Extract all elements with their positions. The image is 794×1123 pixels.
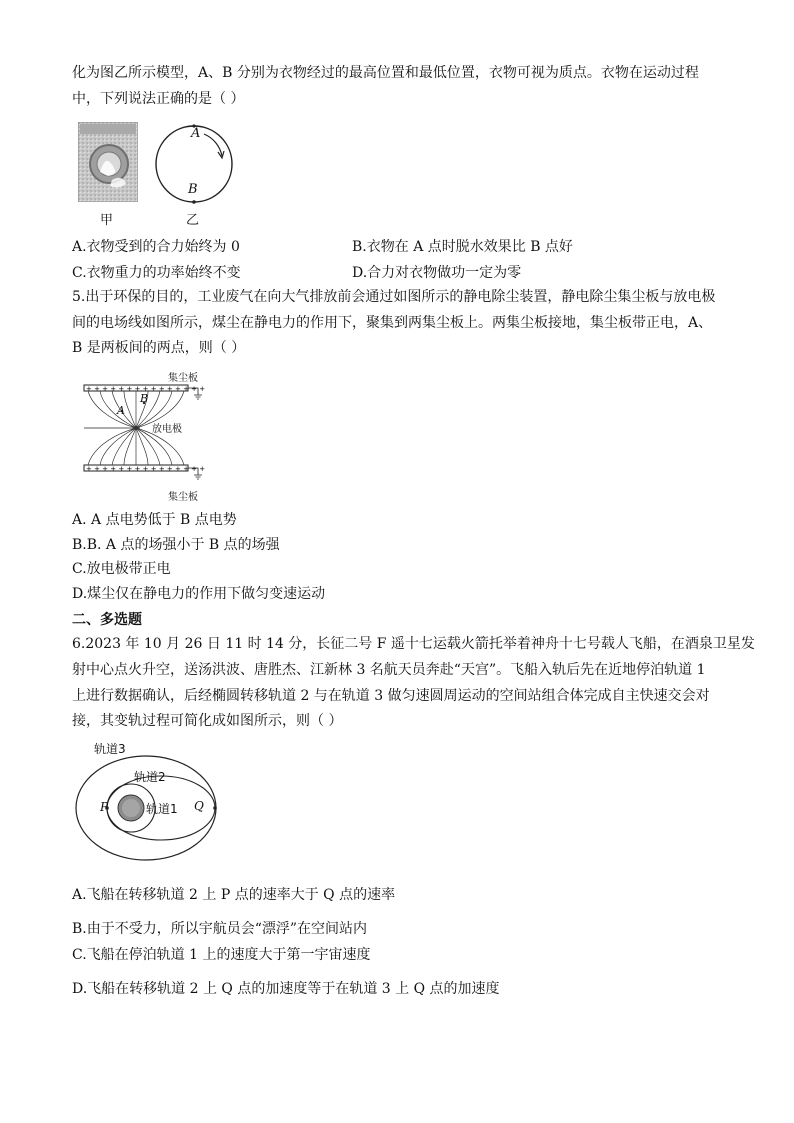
q4-option-a[interactable]: A.衣物受到的合力始终为 0	[72, 239, 240, 255]
svg-text:+ + + + + + + + + + + + + + +: + + + + + + + + + + + + + + +	[86, 385, 206, 393]
q4-option-c[interactable]: C.衣物重力的功率始终不变	[72, 265, 241, 281]
label-top-collector-plate: 集尘板	[168, 373, 198, 384]
q6-option-a[interactable]: A.飞船在转移轨道 2 上 P 点的速率大于 Q 点的速率	[72, 887, 396, 903]
label-point-a: A	[117, 404, 125, 417]
q6-stem-line-3: 上进行数据确认，后经椭圆转移轨道 2 与在轨道 3 做匀速圆周运动的空间站组合体完成自主快速交会对	[72, 688, 710, 704]
svg-text:+ + + + + + + + + + + + + + +: + + + + + + + + + + + + + + +	[86, 465, 206, 473]
q5-option-d[interactable]: D.煤尘仅在静电力的作用下做匀变速运动	[72, 586, 326, 602]
label-orbit-3: 轨道3	[94, 742, 126, 756]
rotation-arrow	[204, 134, 222, 156]
section-title-multiple-choice: 二、多选题	[72, 612, 142, 628]
label-orbit-1: 轨道1	[146, 802, 178, 816]
label-a: A	[191, 126, 201, 141]
q6-option-b[interactable]: B.由于不受力，所以宇航员会“漂浮”在空间站内	[72, 921, 368, 937]
figure-label-yi: 乙	[186, 213, 200, 228]
q5-option-c[interactable]: C.放电极带正电	[72, 561, 171, 577]
q5-option-a[interactable]: A. A 点电势低于 B 点电势	[72, 512, 237, 528]
q4-stem-line-2: 中，下列说法正确的是（ ）	[72, 91, 245, 107]
label-point-p: P	[100, 800, 109, 814]
label-orbit-2: 轨道2	[134, 770, 166, 784]
label-point-q: Q	[194, 799, 204, 813]
q6-option-c[interactable]: C.飞船在停泊轨道 1 上的速度大于第一宇宙速度	[72, 947, 371, 963]
q4-option-b[interactable]: B.衣物在 A 点时脱水效果比 B 点好	[352, 239, 573, 255]
q4-option-d[interactable]: D.合力对衣物做功一定为零	[352, 265, 522, 281]
q5-stem-line-2: 间的电场线如图所示，煤尘在静电力的作用下，聚集到两集尘板上。两集尘板接地，集尘板带正电，A、	[72, 315, 713, 331]
label-point-b: B	[140, 392, 149, 405]
washing-machine-photo	[78, 122, 138, 202]
q6-stem-line-1: 6.2023 年 10 月 26 日 11 时 14 分，长征二号 F 遥十七运载火箭托举着神舟十七号载人飞船，在酒泉卫星发	[72, 636, 755, 652]
q5-stem-line-1: 5.出于环保的目的，工业废气在向大气排放前会通过如图所示的静电除尘装置，静电除尘集尘板与放电极	[72, 289, 716, 305]
electrostatic-precipitator-diagram	[78, 365, 218, 503]
point-b	[192, 200, 196, 204]
q6-stem-line-2: 射中心点火升空，送汤洪波、唐胜杰、江新林 3 名航天员奔赴“天宫”。飞船入轨后先在近地停泊轨道 1	[72, 662, 706, 678]
point-q-marker	[213, 806, 217, 810]
label-b: B	[188, 182, 198, 197]
q4-stem-line-1: 化为图乙所示模型，A、B 分别为衣物经过的最高位置和最低位置，衣物可视为质点。衣物在运动过程	[72, 65, 699, 81]
q5-option-b[interactable]: B.B. A 点的场强小于 B 点的场强	[72, 537, 280, 553]
figure-label-jia: 甲	[100, 213, 114, 228]
q6-option-d[interactable]: D.飞船在转移轨道 2 上 Q 点的加速度等于在轨道 3 上 Q 点的加速度	[72, 981, 500, 997]
label-discharge-electrode: 放电极	[152, 424, 182, 435]
q5-stem-line-3: B 是两板间的两点，则（ ）	[72, 340, 246, 356]
q6-stem-line-4: 接，其变轨过程可简化成如图所示，则（ ）	[72, 713, 343, 729]
label-bottom-collector-plate: 集尘板	[168, 492, 198, 503]
